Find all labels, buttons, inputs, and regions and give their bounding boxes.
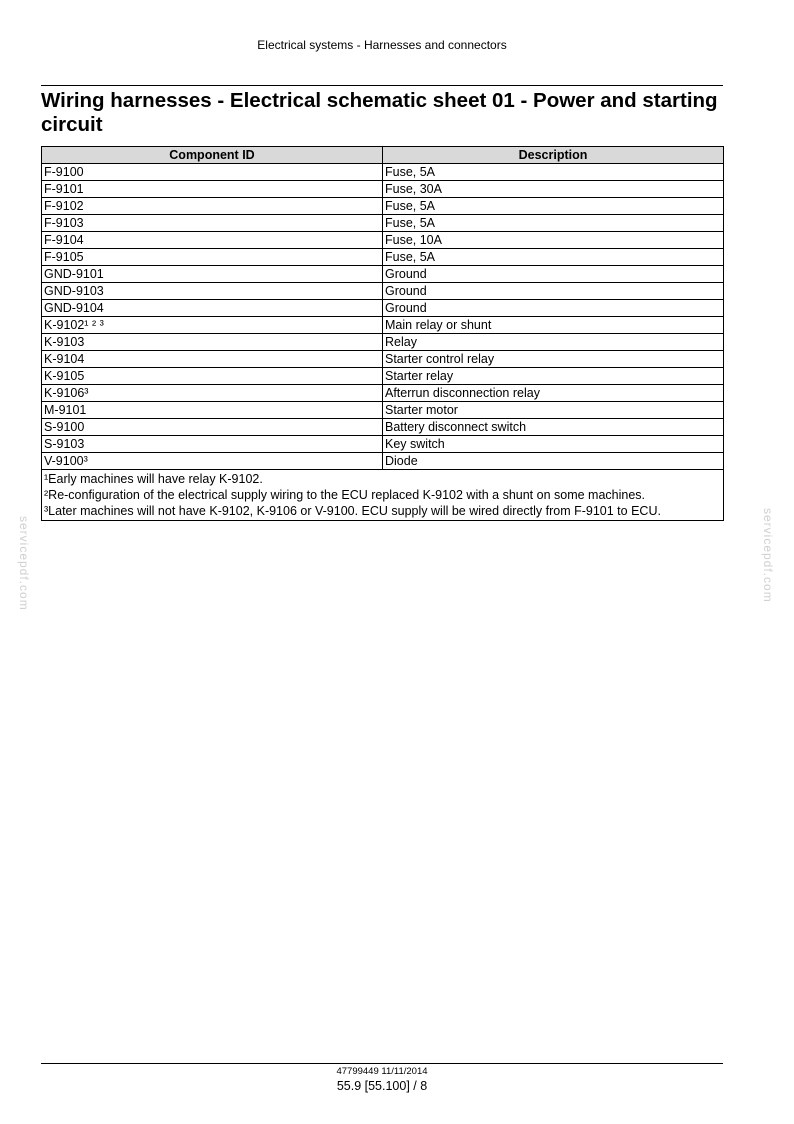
watermark-right: servicepdf.com <box>761 508 775 603</box>
description-cell: Relay <box>383 334 724 351</box>
description-cell: Starter motor <box>383 402 724 419</box>
component-id-cell: M-9101 <box>42 402 383 419</box>
table-row <box>42 385 724 402</box>
table-row <box>42 436 724 453</box>
footnote: ³Later machines will not have K-9102, K-9106 or V-9100. ECU supply will be wired directly from F-9101 to ECU. <box>44 504 661 518</box>
table-row <box>42 232 724 249</box>
component-table-container <box>41 146 723 521</box>
table-row <box>42 334 724 351</box>
footnotes-cell <box>42 470 724 521</box>
footer-document-reference: 47799449 11/11/2014 <box>336 1066 428 1077</box>
component-id-cell: S-9103 <box>42 436 383 453</box>
table-row <box>42 453 724 470</box>
component-id-cell: V-9100³ <box>42 453 383 470</box>
table-notes-row <box>42 470 724 521</box>
table-row <box>42 368 724 385</box>
description-cell: Starter relay <box>383 368 724 385</box>
component-id-cell: K-9104 <box>42 351 383 368</box>
column-header-component-id: Component ID <box>42 147 383 164</box>
component-id-cell: K-9106³ <box>42 385 383 402</box>
component-id-cell: GND-9103 <box>42 283 383 300</box>
page-title: Wiring harnesses - Electrical schematic sheet 01 - Power and starting circuit <box>41 89 718 136</box>
description-cell: Ground <box>383 283 724 300</box>
component-id-cell: F-9101 <box>42 181 383 198</box>
description-cell: Fuse, 10A <box>383 232 724 249</box>
running-header: Electrical systems - Harnesses and connectors <box>257 38 507 52</box>
component-id-cell: F-9104 <box>42 232 383 249</box>
table-row <box>42 249 724 266</box>
description-cell: Fuse, 5A <box>383 215 724 232</box>
component-id-cell: K-9103 <box>42 334 383 351</box>
component-id-cell: F-9103 <box>42 215 383 232</box>
table-row <box>42 300 724 317</box>
footnote: ¹Early machines will have relay K-9102. <box>44 472 263 486</box>
description-cell: Key switch <box>383 436 724 453</box>
table-row <box>42 198 724 215</box>
table-row <box>42 351 724 368</box>
component-id-cell: K-9102¹ ² ³ <box>42 317 383 334</box>
description-cell: Starter control relay <box>383 351 724 368</box>
description-cell: Fuse, 5A <box>383 198 724 215</box>
description-cell: Ground <box>383 266 724 283</box>
table-body <box>42 164 724 521</box>
component-id-cell: F-9100 <box>42 164 383 181</box>
description-cell: Battery disconnect switch <box>383 419 724 436</box>
table-row <box>42 164 724 181</box>
footer-page-number: 55.9 [55.100] / 8 <box>336 1079 428 1093</box>
description-cell: Afterrun disconnection relay <box>383 385 724 402</box>
description-cell: Fuse, 30A <box>383 181 724 198</box>
table-row <box>42 181 724 198</box>
footnote: ²Re-configuration of the electrical supply wiring to the ECU replaced K-9102 with a shunt on some machines. <box>44 488 646 502</box>
description-cell: Diode <box>383 453 724 470</box>
table-row <box>42 317 724 334</box>
component-id-cell: GND-9104 <box>42 300 383 317</box>
component-id-cell: S-9100 <box>42 419 383 436</box>
description-cell: Main relay or shunt <box>383 317 724 334</box>
column-header-description: Description <box>383 147 724 164</box>
table-row <box>42 266 724 283</box>
table-row <box>42 215 724 232</box>
component-id-cell: F-9102 <box>42 198 383 215</box>
header-divider <box>41 85 723 86</box>
table-row <box>42 419 724 436</box>
component-id-cell: F-9105 <box>42 249 383 266</box>
component-table <box>41 146 724 521</box>
component-id-cell: K-9105 <box>42 368 383 385</box>
component-id-cell: GND-9101 <box>42 266 383 283</box>
table-row <box>42 402 724 419</box>
table-row <box>42 283 724 300</box>
description-cell: Fuse, 5A <box>383 249 724 266</box>
footer-divider <box>41 1063 723 1064</box>
table-header-row <box>42 147 724 164</box>
description-cell: Fuse, 5A <box>383 164 724 181</box>
description-cell: Ground <box>383 300 724 317</box>
watermark-left: servicepdf.com <box>17 516 31 611</box>
